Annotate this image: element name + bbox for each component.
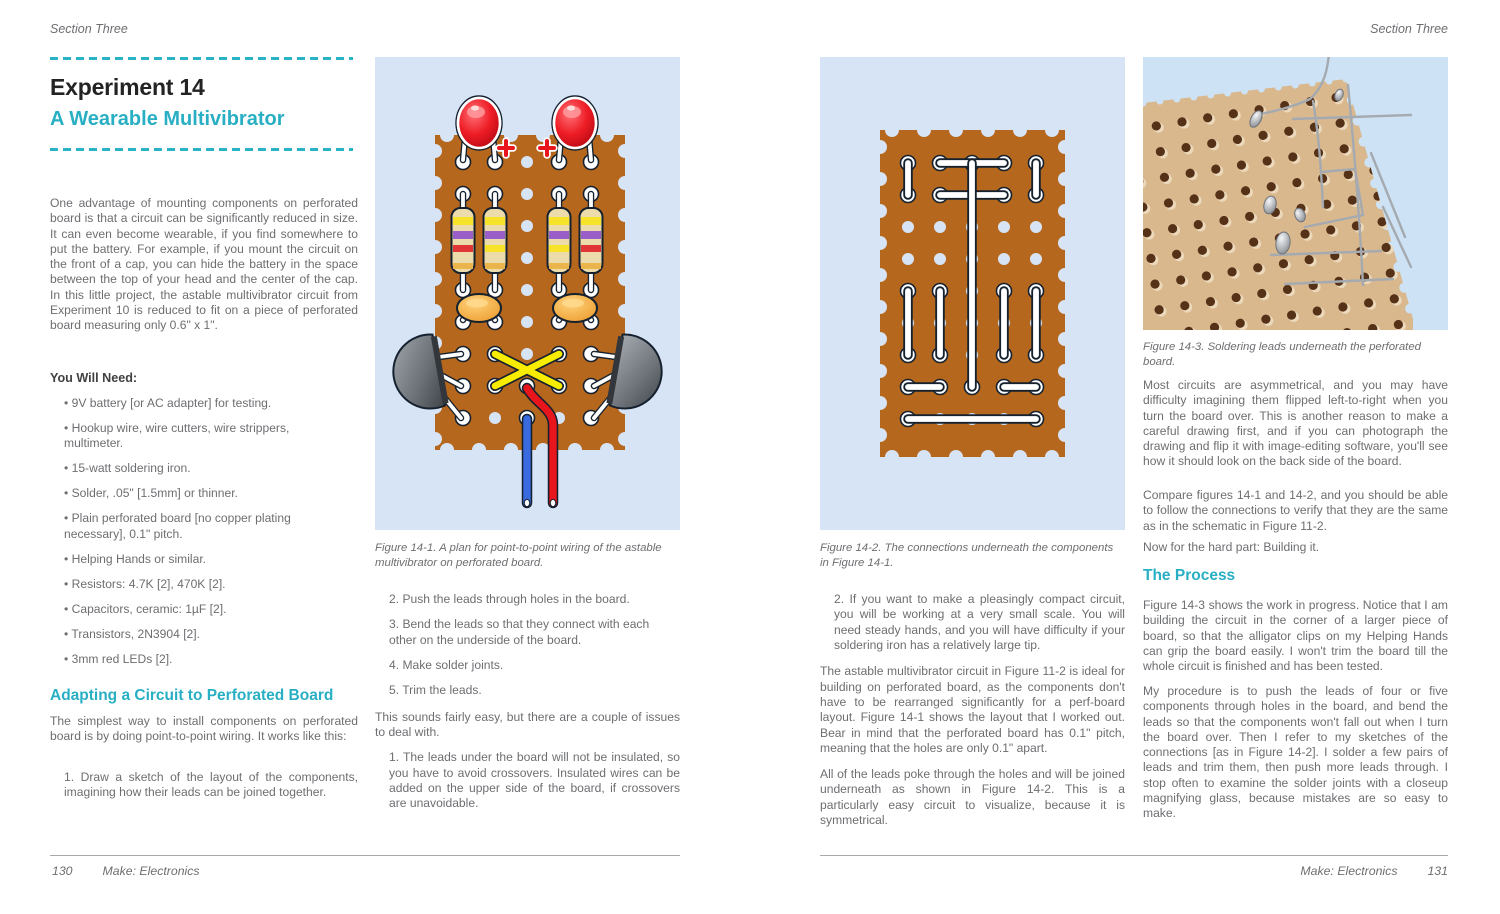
paragraph-astable: The astable multivibrator circuit in Figure 11-2 is ideal for building on perforated board, as the components don't have to be rearranged significantly for a perf-board layout. Figure 14-1 shows the layout that I worked out. Bear in mind that the perforated board has 0.1" pitch, meaning that the holes are only 0.1" apart. [820, 664, 1125, 755]
resistor [548, 208, 571, 273]
issue-2-paragraph: 2. If you want to make a pleasingly compact circuit, you will be working at a very small scale. You will need steady hands, and you will have difficulty if your soldering iron has a relatively large tip. [834, 592, 1125, 653]
book-title-left: Make: Electronics [102, 864, 200, 878]
step-2: 2. Push the leads through holes in the board. [389, 592, 630, 607]
list-item: • Solder, .05" [1.5mm] or thinner. [64, 486, 350, 501]
figure-1-text-column [375, 541, 680, 811]
paragraph-asymmetrical: Most circuits are asymmetrical, and you may have difficulty imagining them flipped left-to-right when you turn the board over. This is another reason to make a careful drawing first, and if you can photograph the drawing and flip it with image-editing software, you'll see how it should look on the back side of the board. [1143, 378, 1448, 469]
figure-3-caption-wrap [1143, 340, 1448, 369]
figure-2-illustration [820, 57, 1125, 530]
list-item: • Helping Hands or similar. [64, 552, 350, 567]
experiment-subtitle: A Wearable Multivibrator [50, 108, 285, 130]
figure-3-photo [1143, 57, 1448, 330]
page-left-header: Section Three [50, 22, 128, 36]
list-item: • 15-watt soldering iron. [64, 461, 350, 476]
issues-intro-paragraph: This sounds fairly easy, but there are a couple of issues to deal with. [375, 709, 680, 739]
list-item: • Resistors: 4.7K [2], 470K [2]. [64, 577, 350, 592]
step-1: 1. Draw a sketch of the layout of the components, imagining how their leads can be joined together. [64, 770, 358, 800]
experiment-title: Experiment 14 [50, 74, 205, 100]
figure-1-panel [375, 57, 680, 530]
issue-1-paragraph: 1. The leads under the board will not be insulated, so you have to avoid crossovers. Insulated wires can be added on the upper side of the board, if crossovers are unavoidable. [389, 750, 680, 811]
footer-rule-left [50, 855, 680, 856]
process-paragraph-2: My procedure is to push the leads of four or five components through holes in the board, and bend the leads so that the components won't fall out when I turn the board over. Then I refer to my sketches of the connections [as in Figure 14-2]. I solder a few pairs of leads and trim them, then push more leads through. I stop often to examine the solder joints with a closeup magnifying glass, because mistakes are so easy to make. [1143, 684, 1448, 821]
list-item: • 9V battery [or AC adapter] for testing. [64, 396, 350, 411]
list-item: • Hookup wire, wire cutters, wire strippers, multimeter. [64, 421, 350, 451]
book-title-right: Make: Electronics [1300, 864, 1398, 878]
paragraph-hard-part: Now for the hard part: Building it. [1143, 540, 1320, 554]
list-item: • Transistors, 2N3904 [2]. [64, 627, 350, 642]
page-number-right: 131 [1427, 864, 1448, 878]
page-number-left: 130 [52, 864, 73, 878]
you-will-need-list [50, 396, 350, 677]
resistor [452, 208, 475, 273]
figure-3-panel [1143, 57, 1448, 330]
figure-1-illustration [375, 57, 680, 530]
you-will-need-heading: You Will Need: [50, 371, 138, 385]
footer-right [1300, 864, 1448, 878]
step-3: 3. Bend the leads so that they connect with each other on the underside of the board. [389, 617, 650, 647]
list-item: • Plain perforated board [no copper plating necessary], 0.1" pitch. [64, 511, 350, 541]
footer-rule-right [820, 855, 1448, 856]
resistor [580, 208, 603, 273]
dashed-rule-top [50, 57, 353, 60]
capacitor [553, 294, 597, 322]
figure-3-caption: Figure 14-3. Soldering leads underneath the perforated board. [1143, 341, 1421, 368]
intro-paragraph: One advantage of mounting components on perforated board is that a circuit can be significantly reduced in size. It can even become wearable, if you find somewhere to put the battery. For example, if you mount the circuit on the front of a cap, you can hide the battery in the space between the top of your head and the center of the cap. In this little project, the astable multivibrator circuit from Experiment 10 is reduced to fit on a piece of perforated board measuring only 0.6" x 1". [50, 196, 358, 333]
capacitor [457, 294, 501, 322]
section-heading-process: The Process [1143, 567, 1236, 584]
footer-left [52, 864, 200, 878]
paragraph-leads: All of the leads poke through the holes and will be joined underneath as shown in Figure 14-2. This is a particularly easy circuit to visualize, because it is symmetrical. [820, 767, 1125, 828]
step-5: 5. Trim the leads. [389, 683, 482, 698]
led [552, 96, 598, 150]
process-paragraph-1: Figure 14-3 shows the work in progress. Notice that I am building the circuit in the corner of a larger piece of board, so that the alligator clips on my Helping Hands can grip the board easily. I won't trim the board till the whole circuit is finished and has been tested. [1143, 598, 1448, 674]
resistor [484, 208, 507, 273]
paragraph-compare: Compare figures 14-1 and 14-2, and you should be able to follow the connections to verify that they are the same as in the schematic in Figure 11-2. [1143, 488, 1448, 533]
section-heading-adapting: Adapting a Circuit to Perforated Board [50, 687, 334, 704]
list-item: • 3mm red LEDs [2]. [64, 652, 350, 667]
page-right-header: Section Three [1370, 22, 1448, 36]
led [456, 96, 502, 150]
figure-2-text-column [820, 541, 1125, 828]
dashed-rule-bottom [50, 148, 353, 151]
step-4: 4. Make solder joints. [389, 658, 504, 673]
figure-2-panel [820, 57, 1125, 530]
figure-1-caption: Figure 14-1. A plan for point-to-point wiring of the astable multivibrator on perforated board. [375, 542, 662, 569]
list-item: • Capacitors, ceramic: 1µF [2]. [64, 602, 350, 617]
figure-2-caption: Figure 14-2. The connections underneath the components in Figure 14-1. [820, 542, 1114, 569]
adapting-paragraph: The simplest way to install components on perforated board is by doing point-to-point wiring. It works like this: [50, 714, 358, 744]
